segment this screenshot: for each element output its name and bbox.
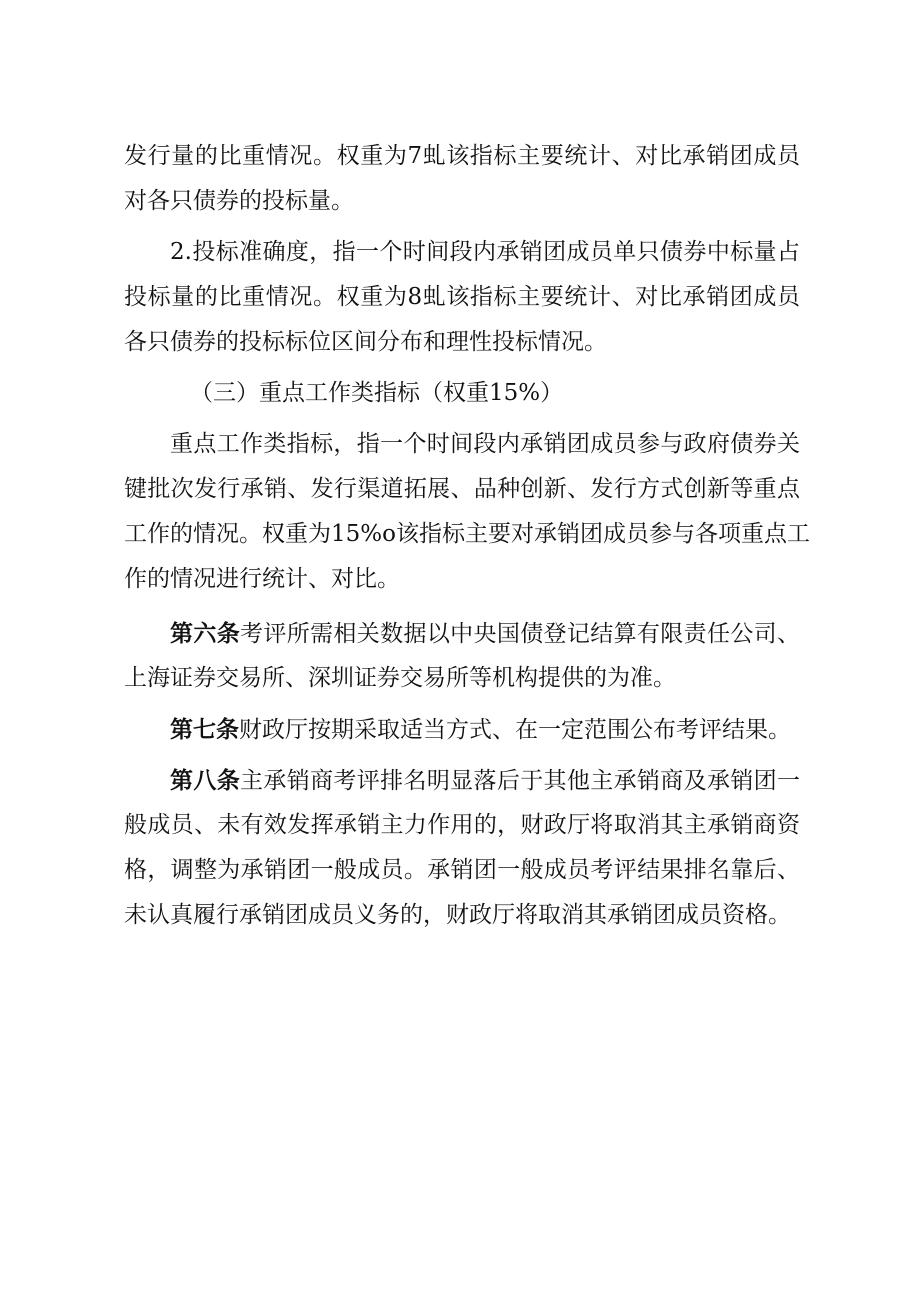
text-line: 工作的情况。权重为15%o该指标主要对承销团成员参与各项重点工 — [124, 521, 810, 547]
text-line — [124, 707, 800, 752]
article-six — [124, 611, 800, 701]
article-text: 财政厅按期采取适当方式、在一定范围公布考评结果。 — [239, 717, 791, 743]
text-line: 发行量的比重情况。权重为7虬该指标主要统计、对比承销团成员 — [124, 143, 800, 169]
article-seven — [124, 707, 800, 752]
article-text: 主承销商考评排名明显落后于其他主承销商及承销团一 — [240, 768, 801, 794]
text-line — [124, 611, 800, 656]
text-line: 键批次发行承销、发行渠道拓展、品种创新、发行方式创新等重点 — [124, 476, 800, 502]
paragraph-key-work-indicators — [124, 422, 810, 602]
text-line: 投标量的比重情况。权重为8虬该指标主要统计、对比承销团成员 — [124, 284, 800, 310]
text-line: 未认真履行承销团成员义务的，财政厅将取消其承销团成员资格。 — [124, 902, 791, 928]
text-line — [124, 758, 800, 803]
article-label: 第六条 — [170, 620, 241, 647]
text-line: 2.投标准确度，指一个时间段内承销团成员单只债券中标量占 — [170, 239, 800, 265]
text-line: 作的情况进行统计、对比。 — [124, 566, 400, 592]
article-label: 第八条 — [170, 767, 241, 794]
text-line: 各只债券的投标标位区间分布和理性投标情况。 — [124, 329, 607, 355]
paragraph-bid-volume-weight — [124, 134, 800, 224]
text-line: 重点工作类指标，指一个时间段内承销团成员参与政府债券关 — [170, 431, 800, 457]
article-eight — [124, 758, 800, 938]
paragraph-bid-accuracy — [124, 230, 800, 365]
text-line: 对各只债券的投标量。 — [124, 188, 354, 214]
text-line: 上海证券交易所、深圳证券交易所等机构提供的为准。 — [124, 665, 676, 691]
text-line: 般成员、未有效发挥承销主力作用的，财政厅将取消其主承销商资 — [124, 812, 800, 838]
text-line: 格，调整为承销团一般成员。承销团一般成员考评结果排名靠后、 — [124, 857, 800, 883]
section-heading-key-work: （三）重点工作类指标（权重15%） — [190, 380, 564, 406]
document-body — [124, 134, 810, 938]
article-label: 第七条 — [170, 716, 239, 743]
article-text: 考评所需相关数据以中央国债登记结算有限责任公司、 — [240, 621, 801, 647]
